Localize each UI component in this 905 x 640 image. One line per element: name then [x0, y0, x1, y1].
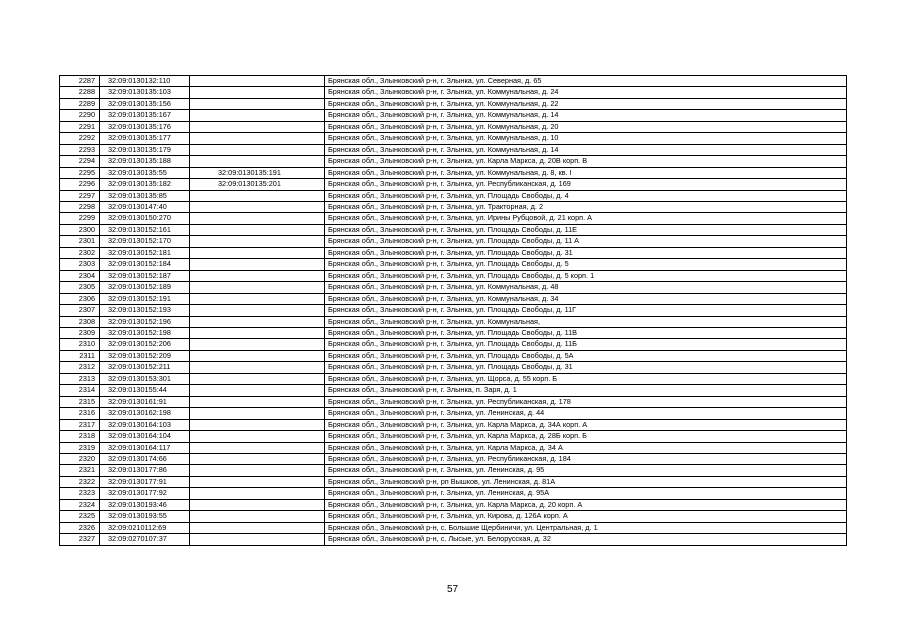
linked-cadastral-number-cell — [190, 465, 325, 476]
row-number-cell: 2319 — [60, 442, 100, 453]
cadastral-number-cell: 32:09:0130153:301 — [100, 373, 190, 384]
linked-cadastral-number-cell — [190, 350, 325, 361]
table-row — [60, 121, 847, 132]
address-cell: Брянская обл., Злынковский р-н, г. Злынка, ул. Площадь Свободы, д. 11 А — [325, 236, 847, 247]
table-row — [60, 293, 847, 304]
page-number: 57 — [446, 584, 459, 595]
cadastral-number-cell: 32:09:0130152:161 — [100, 224, 190, 235]
linked-cadastral-number-cell — [190, 259, 325, 270]
linked-cadastral-number-cell — [190, 247, 325, 258]
cadastral-number-cell: 32:09:0130152:189 — [100, 282, 190, 293]
address-cell: Брянская обл., Злынковский р-н, г. Злынка, ул. Карла Маркса, д. 20 корп. А — [325, 499, 847, 510]
linked-cadastral-number-cell — [190, 270, 325, 281]
address-cell: Брянская обл., Злынковский р-н, г. Злынка, ул. Ленинская, д. 95 — [325, 465, 847, 476]
cadastral-number-cell: 32:09:0130193:55 — [100, 511, 190, 522]
linked-cadastral-number-cell — [190, 511, 325, 522]
address-cell: Брянская обл., Злынковский р-н, г. Злынка, ул. Республиканская, д. 184 — [325, 453, 847, 464]
linked-cadastral-number-cell — [190, 293, 325, 304]
linked-cadastral-number-cell — [190, 87, 325, 98]
linked-cadastral-number-cell — [190, 190, 325, 201]
linked-cadastral-number-cell — [190, 305, 325, 316]
address-cell: Брянская обл., Злынковский р-н, г. Злынка, ул. Коммунальная, д. 8, кв. I — [325, 167, 847, 178]
address-cell: Брянская обл., Злынковский р-н, г. Злынка, ул. Коммунальная, д. 48 — [325, 282, 847, 293]
linked-cadastral-number-cell — [190, 396, 325, 407]
row-number-cell: 2318 — [60, 431, 100, 442]
linked-cadastral-number-cell — [190, 236, 325, 247]
linked-cadastral-number-cell — [190, 419, 325, 430]
row-number-cell: 2303 — [60, 259, 100, 270]
row-number-cell: 2322 — [60, 476, 100, 487]
row-number-cell: 2327 — [60, 534, 100, 545]
table-row — [60, 431, 847, 442]
table-row — [60, 247, 847, 258]
linked-cadastral-number-cell — [190, 499, 325, 510]
linked-cadastral-number-cell — [190, 453, 325, 464]
cadastral-number-cell: 32:09:0130164:103 — [100, 419, 190, 430]
table-row — [60, 76, 847, 87]
row-number-cell: 2304 — [60, 270, 100, 281]
table-row — [60, 476, 847, 487]
linked-cadastral-number-cell — [190, 282, 325, 293]
row-number-cell: 2324 — [60, 499, 100, 510]
row-number-cell: 2312 — [60, 362, 100, 373]
linked-cadastral-number-cell: 32:09:0130135:201 — [190, 179, 325, 190]
table-row — [60, 98, 847, 109]
linked-cadastral-number-cell — [190, 156, 325, 167]
table-row — [60, 144, 847, 155]
linked-cadastral-number-cell — [190, 385, 325, 396]
linked-cadastral-number-cell — [190, 442, 325, 453]
address-cell: Брянская обл., Злынковский р-н, г. Злынка, ул. Коммунальная, д. 22 — [325, 98, 847, 109]
address-cell: Брянская обл., Злынковский р-н, г. Злынка, ул. Республиканская, д. 178 — [325, 396, 847, 407]
address-cell: Брянская обл., Злынковский р-н, г. Злынка, ул. Коммунальная, д. 34 — [325, 293, 847, 304]
address-cell: Брянская обл., Злынковский р-н, г. Злынка, ул. Карла Маркса, д. 20В корп. В — [325, 156, 847, 167]
cadastral-number-cell: 32:09:0130152:209 — [100, 350, 190, 361]
cadastral-number-cell: 32:09:0130174:66 — [100, 453, 190, 464]
row-number-cell: 2310 — [60, 339, 100, 350]
cadastral-number-cell: 32:09:0130135:55 — [100, 167, 190, 178]
address-cell: Брянская обл., Злынковский р-н, г. Злынка, ул. Карла Маркса, д. 34А корп. А — [325, 419, 847, 430]
row-number-cell: 2299 — [60, 213, 100, 224]
address-cell: Брянская обл., Злынковский р-н, г. Злынка, ул. Северная, д. 65 — [325, 76, 847, 87]
row-number-cell: 2289 — [60, 98, 100, 109]
address-cell: Брянская обл., Злынковский р-н, г. Злынка, ул. Площадь Свободы, д. 5А — [325, 350, 847, 361]
linked-cadastral-number-cell — [190, 213, 325, 224]
table-row — [60, 442, 847, 453]
address-cell: Брянская обл., Злынковский р-н, г. Злынка, ул. Коммунальная, д. 10 — [325, 133, 847, 144]
cadastral-number-cell: 32:09:0130177:92 — [100, 488, 190, 499]
address-cell: Брянская обл., Злынковский р-н, г. Злынка, п. Заря, д. 1 — [325, 385, 847, 396]
table-row — [60, 339, 847, 350]
table-row — [60, 224, 847, 235]
linked-cadastral-number-cell — [190, 327, 325, 338]
row-number-cell: 2294 — [60, 156, 100, 167]
linked-cadastral-number-cell — [190, 488, 325, 499]
table-row — [60, 259, 847, 270]
cadastral-number-cell: 32:09:0130135:188 — [100, 156, 190, 167]
linked-cadastral-number-cell: 32:09:0130135:191 — [190, 167, 325, 178]
address-cell: Брянская обл., Злынковский р-н, г. Злынка, ул. Коммунальная, д. 20 — [325, 121, 847, 132]
table-row — [60, 499, 847, 510]
table-row — [60, 408, 847, 419]
cadastral-number-cell: 32:09:0130135:177 — [100, 133, 190, 144]
address-cell: Брянская обл., Злынковский р-н, г. Злынка, ул. Тракторная, д. 2 — [325, 201, 847, 212]
row-number-cell: 2325 — [60, 511, 100, 522]
cadastral-number-cell: 32:09:0130152:198 — [100, 327, 190, 338]
row-number-cell: 2316 — [60, 408, 100, 419]
row-number-cell: 2306 — [60, 293, 100, 304]
address-cell: Брянская обл., Злынковский р-н, г. Злынка, ул. Площадь Свободы, д. 31 — [325, 247, 847, 258]
row-number-cell: 2307 — [60, 305, 100, 316]
address-cell: Брянская обл., Злынковский р-н, г. Злынка, ул. Площадь Свободы, д. 4 — [325, 190, 847, 201]
address-cell: Брянская обл., Злынковский р-н, г. Злынка, ул. Коммунальная, д. 24 — [325, 87, 847, 98]
address-cell: Брянская обл., Злынковский р-н, г. Злынка, ул. Площадь Свободы, д. 31 — [325, 362, 847, 373]
row-number-cell: 2288 — [60, 87, 100, 98]
linked-cadastral-number-cell — [190, 76, 325, 87]
cadastral-number-cell: 32:09:0270107:37 — [100, 534, 190, 545]
cadastral-number-cell: 32:09:0210112:69 — [100, 522, 190, 533]
table-row — [60, 385, 847, 396]
table-row — [60, 453, 847, 464]
cadastral-number-cell: 32:09:0130135:182 — [100, 179, 190, 190]
cadastral-number-cell: 32:09:0130152:191 — [100, 293, 190, 304]
row-number-cell: 2311 — [60, 350, 100, 361]
row-number-cell: 2298 — [60, 201, 100, 212]
cadastral-number-cell: 32:09:0130135:179 — [100, 144, 190, 155]
address-cell: Брянская обл., Злынковский р-н, г. Злынка, ул. Площадь Свободы, д. 11В — [325, 327, 847, 338]
row-number-cell: 2295 — [60, 167, 100, 178]
linked-cadastral-number-cell — [190, 476, 325, 487]
linked-cadastral-number-cell — [190, 201, 325, 212]
address-cell: Брянская обл., Злынковский р-н, г. Злынка, ул. Коммунальная, д. 14 — [325, 144, 847, 155]
address-cell: Брянская обл., Злынковский р-н, г. Злынка, ул. Карла Маркса, д. 34 А — [325, 442, 847, 453]
linked-cadastral-number-cell — [190, 110, 325, 121]
linked-cadastral-number-cell — [190, 408, 325, 419]
linked-cadastral-number-cell — [190, 121, 325, 132]
cadastral-number-cell: 32:09:0130152:181 — [100, 247, 190, 258]
cadastral-number-cell: 32:09:0130135:176 — [100, 121, 190, 132]
row-number-cell: 2297 — [60, 190, 100, 201]
cadastral-number-cell: 32:09:0130164:104 — [100, 431, 190, 442]
linked-cadastral-number-cell — [190, 373, 325, 384]
linked-cadastral-number-cell — [190, 144, 325, 155]
cadastral-number-cell: 32:09:0130152:206 — [100, 339, 190, 350]
cadastral-number-cell: 32:09:0130152:184 — [100, 259, 190, 270]
row-number-cell: 2313 — [60, 373, 100, 384]
row-number-cell: 2308 — [60, 316, 100, 327]
address-cell: Брянская обл., Злынковский р-н, г. Злынка, ул. Ирины Рубцовой, д. 21 корп. А — [325, 213, 847, 224]
table-row — [60, 156, 847, 167]
cadastral-number-cell: 32:09:0130132:110 — [100, 76, 190, 87]
registry-table-wrapper — [59, 75, 846, 546]
address-cell: Брянская обл., Злынковский р-н, г. Злынка, ул. Площадь Свободы, д. 11Е — [325, 224, 847, 235]
registry-table — [59, 75, 847, 546]
table-row — [60, 534, 847, 545]
linked-cadastral-number-cell — [190, 534, 325, 545]
cadastral-number-cell: 32:09:0130193:46 — [100, 499, 190, 510]
cadastral-number-cell: 32:09:0130135:85 — [100, 190, 190, 201]
cadastral-number-cell: 32:09:0130135:103 — [100, 87, 190, 98]
address-cell: Брянская обл., Злынковский р-н, рп Вышков, ул. Ленинская, д. 81А — [325, 476, 847, 487]
address-cell: Брянская обл., Злынковский р-н, г. Злынка, ул. Площадь Свободы, д. 5 корп. 1 — [325, 270, 847, 281]
linked-cadastral-number-cell — [190, 133, 325, 144]
table-row — [60, 396, 847, 407]
row-number-cell: 2315 — [60, 396, 100, 407]
address-cell: Брянская обл., Злынковский р-н, г. Злынка, ул. Ленинская, д. 44 — [325, 408, 847, 419]
table-row — [60, 110, 847, 121]
address-cell: Брянская обл., Злынковский р-н, г. Злынка, ул. Ленинская, д. 95А — [325, 488, 847, 499]
row-number-cell: 2326 — [60, 522, 100, 533]
linked-cadastral-number-cell — [190, 316, 325, 327]
table-row — [60, 362, 847, 373]
table-row — [60, 465, 847, 476]
row-number-cell: 2321 — [60, 465, 100, 476]
cadastral-number-cell: 32:09:0130152:187 — [100, 270, 190, 281]
cadastral-number-cell: 32:09:0130135:156 — [100, 98, 190, 109]
linked-cadastral-number-cell — [190, 522, 325, 533]
table-row — [60, 87, 847, 98]
table-row — [60, 213, 847, 224]
linked-cadastral-number-cell — [190, 224, 325, 235]
address-cell: Брянская обл., Злынковский р-н, г. Злынка, ул. Коммунальная, — [325, 316, 847, 327]
address-cell: Брянская обл., Злынковский р-н, г. Злынка, ул. Площадь Свободы, д. 5 — [325, 259, 847, 270]
table-row — [60, 236, 847, 247]
cadastral-number-cell: 32:09:0130164:117 — [100, 442, 190, 453]
table-row — [60, 511, 847, 522]
cadastral-number-cell: 32:09:0130152:170 — [100, 236, 190, 247]
address-cell: Брянская обл., Злынковский р-н, г. Злынка, ул. Коммунальная, д. 14 — [325, 110, 847, 121]
address-cell: Брянская обл., Злынковский р-н, г. Злынка, ул. Республиканская, д. 169 — [325, 179, 847, 190]
row-number-cell: 2309 — [60, 327, 100, 338]
row-number-cell: 2301 — [60, 236, 100, 247]
registry-table-body — [60, 76, 847, 546]
table-row — [60, 373, 847, 384]
table-row — [60, 350, 847, 361]
address-cell: Брянская обл., Злынковский р-н, г. Злынка, ул. Кирова, д. 126А корп. А — [325, 511, 847, 522]
row-number-cell: 2293 — [60, 144, 100, 155]
linked-cadastral-number-cell — [190, 431, 325, 442]
cadastral-number-cell: 32:09:0130161:91 — [100, 396, 190, 407]
row-number-cell: 2302 — [60, 247, 100, 258]
table-row — [60, 201, 847, 212]
row-number-cell: 2300 — [60, 224, 100, 235]
row-number-cell: 2296 — [60, 179, 100, 190]
cadastral-number-cell: 32:09:0130177:91 — [100, 476, 190, 487]
cadastral-number-cell: 32:09:0130162:198 — [100, 408, 190, 419]
table-row — [60, 133, 847, 144]
row-number-cell: 2323 — [60, 488, 100, 499]
row-number-cell: 2291 — [60, 121, 100, 132]
cadastral-number-cell: 32:09:0130147:40 — [100, 201, 190, 212]
row-number-cell: 2314 — [60, 385, 100, 396]
linked-cadastral-number-cell — [190, 339, 325, 350]
table-row — [60, 488, 847, 499]
cadastral-number-cell: 32:09:0130152:211 — [100, 362, 190, 373]
row-number-cell: 2292 — [60, 133, 100, 144]
table-row — [60, 316, 847, 327]
table-row — [60, 167, 847, 178]
row-number-cell: 2317 — [60, 419, 100, 430]
linked-cadastral-number-cell — [190, 362, 325, 373]
row-number-cell: 2290 — [60, 110, 100, 121]
cadastral-number-cell: 32:09:0130177:86 — [100, 465, 190, 476]
cadastral-number-cell: 32:09:0130135:167 — [100, 110, 190, 121]
table-row — [60, 419, 847, 430]
row-number-cell: 2305 — [60, 282, 100, 293]
cadastral-number-cell: 32:09:0130150:270 — [100, 213, 190, 224]
linked-cadastral-number-cell — [190, 98, 325, 109]
cadastral-number-cell: 32:09:0130152:193 — [100, 305, 190, 316]
address-cell: Брянская обл., Злынковский р-н, г. Злынка, ул. Площадь Свободы, д. 11Б — [325, 339, 847, 350]
row-number-cell: 2320 — [60, 453, 100, 464]
row-number-cell: 2287 — [60, 76, 100, 87]
table-row — [60, 282, 847, 293]
cadastral-number-cell: 32:09:0130155:44 — [100, 385, 190, 396]
table-row — [60, 305, 847, 316]
address-cell: Брянская обл., Злынковский р-н, с. Лысые, ул. Белорусская, д. 32 — [325, 534, 847, 545]
table-row — [60, 327, 847, 338]
table-row — [60, 179, 847, 190]
cadastral-number-cell: 32:09:0130152:196 — [100, 316, 190, 327]
table-row — [60, 522, 847, 533]
address-cell: Брянская обл., Злынковский р-н, с. Большие Щербиничи, ул. Центральная, д. 1 — [325, 522, 847, 533]
address-cell: Брянская обл., Злынковский р-н, г. Злынка, ул. Щорса, д. 55 корп. Б — [325, 373, 847, 384]
address-cell: Брянская обл., Злынковский р-н, г. Злынка, ул. Площадь Свободы, д. 11Г — [325, 305, 847, 316]
table-row — [60, 190, 847, 201]
address-cell: Брянская обл., Злынковский р-н, г. Злынка, ул. Карла Маркса, д. 28Б корп. Б — [325, 431, 847, 442]
table-row — [60, 270, 847, 281]
